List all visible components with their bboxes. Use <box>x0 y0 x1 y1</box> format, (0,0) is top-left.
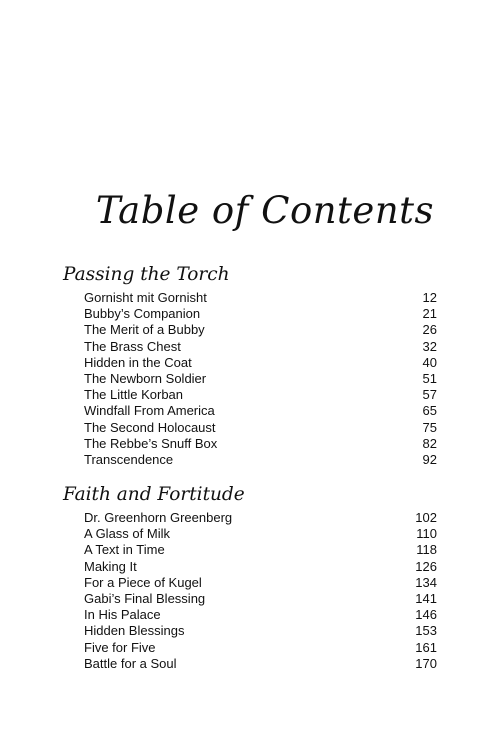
entry-title: In His Palace <box>84 607 161 623</box>
entry-title: The Newborn Soldier <box>84 370 207 386</box>
toc-entry[interactable] <box>63 640 437 656</box>
entry-page-number: 40 <box>422 354 437 370</box>
toc-entry[interactable] <box>63 656 437 672</box>
toc-entry[interactable] <box>63 591 437 607</box>
toc-entry[interactable] <box>63 623 437 639</box>
entry-page-number: 134 <box>415 574 437 590</box>
toc-entry[interactable] <box>63 420 437 436</box>
toc-entry[interactable] <box>63 436 437 452</box>
toc-section-passing-the-torch <box>63 263 437 468</box>
toc-entry[interactable] <box>63 290 437 306</box>
toc-entry[interactable] <box>63 607 437 623</box>
entry-title: The Second Holocaust <box>84 419 216 435</box>
entry-page-number: 26 <box>422 322 437 338</box>
toc-entry-list <box>63 510 437 672</box>
entry-title: Gornisht mit Gornisht <box>84 290 207 305</box>
entry-page-number: 110 <box>416 526 437 542</box>
entry-page-number: 75 <box>422 419 437 435</box>
entry-title: A Text in Time <box>84 542 165 558</box>
toc-entry[interactable] <box>63 526 437 542</box>
entry-title: The Brass Chest <box>84 338 181 354</box>
toc-entry[interactable] <box>63 559 437 575</box>
toc-entry[interactable] <box>63 452 437 468</box>
toc-entry-list <box>63 290 437 468</box>
entry-page-number: 51 <box>422 370 437 386</box>
toc-entry[interactable] <box>63 339 437 355</box>
entry-page-number: 82 <box>422 435 437 451</box>
entry-title: Windfall From America <box>84 403 215 419</box>
toc-entry[interactable] <box>63 355 437 371</box>
entry-title: Five for Five <box>84 639 156 655</box>
toc-entry[interactable] <box>63 403 437 419</box>
entry-title: Making It <box>84 558 137 574</box>
entry-page-number: 170 <box>415 655 437 671</box>
entry-page-number: 32 <box>422 338 437 354</box>
toc-entry[interactable] <box>63 387 437 403</box>
entry-title: Hidden in the Coat <box>84 354 192 370</box>
entry-title: A Glass of Milk <box>84 526 170 542</box>
entry-title: For a Piece of Kugel <box>84 574 202 590</box>
entry-title: The Little Korban <box>84 387 184 403</box>
entry-page-number: 161 <box>415 639 437 655</box>
section-heading: Faith and Fortitude <box>63 484 245 505</box>
toc-entry[interactable] <box>63 322 437 338</box>
section-heading: Passing the Torch <box>63 264 230 285</box>
entry-page-number: 57 <box>422 387 437 403</box>
entry-title: The Merit of a Bubby <box>84 322 205 338</box>
entry-page-number: 12 <box>422 290 437 305</box>
entry-title: Gabi’s Final Blessing <box>84 590 206 606</box>
page-title: Table of Contents <box>95 189 434 232</box>
toc-entry[interactable] <box>63 542 437 558</box>
toc-entry[interactable] <box>63 306 437 322</box>
entry-title: Battle for a Soul <box>84 655 177 671</box>
entry-title: Bubby’s Companion <box>84 306 201 322</box>
toc-entry[interactable] <box>63 510 437 526</box>
toc-entry[interactable] <box>63 575 437 591</box>
entry-page-number: 146 <box>415 607 437 623</box>
entry-page-number: 141 <box>415 590 437 606</box>
entry-page-number: 21 <box>422 306 437 322</box>
entry-page-number: 118 <box>416 542 437 558</box>
entry-title: Transcendence <box>84 451 174 467</box>
entry-title: Hidden Blessings <box>84 623 185 639</box>
entry-title: The Rebbe’s Snuff Box <box>84 435 218 451</box>
entry-title: Dr. Greenhorn Greenberg <box>84 510 233 525</box>
entry-page-number: 126 <box>415 558 437 574</box>
entry-page-number: 92 <box>422 451 437 467</box>
entry-page-number: 102 <box>415 510 437 525</box>
toc-section-faith-and-fortitude <box>63 483 437 672</box>
entry-page-number: 153 <box>415 623 437 639</box>
toc-entry[interactable] <box>63 371 437 387</box>
entry-page-number: 65 <box>422 403 437 419</box>
